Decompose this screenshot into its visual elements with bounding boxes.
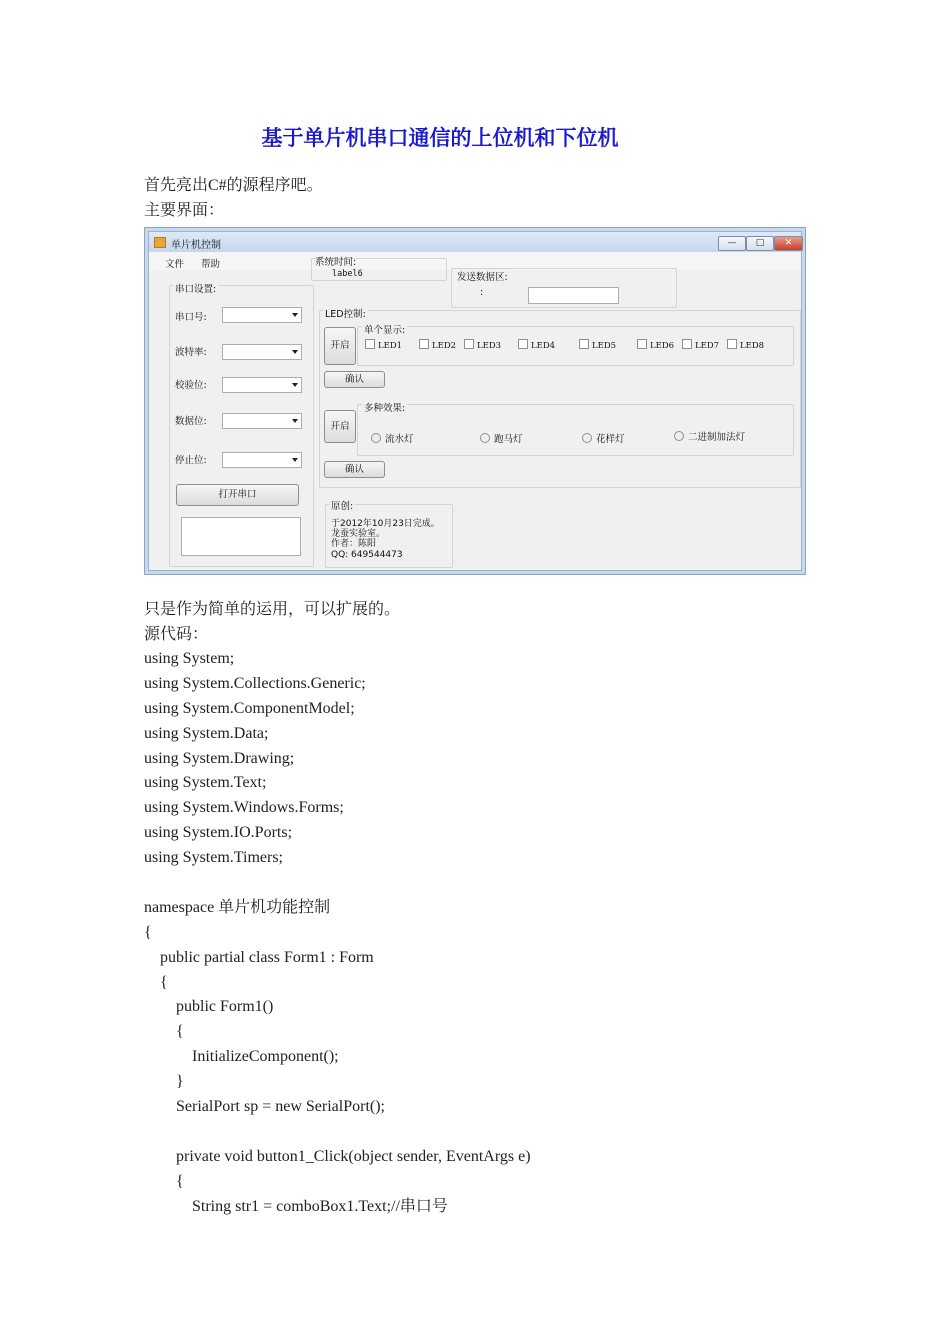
effects-confirm-button[interactable]: 确认 xyxy=(324,461,385,478)
checkbox-icon xyxy=(518,339,528,349)
port-label: 串口号: xyxy=(175,312,207,323)
menu-help[interactable]: 帮助 xyxy=(201,259,221,270)
effects-open-button[interactable]: 开启 xyxy=(324,410,356,443)
system-time-value: label6 xyxy=(332,269,363,279)
original-line-4: QQ: 649544473 xyxy=(331,550,403,560)
chevron-down-icon xyxy=(292,419,298,423)
single-open-button[interactable]: 开启 xyxy=(324,327,356,365)
led4-label: LED4 xyxy=(531,341,556,351)
app-icon xyxy=(154,237,166,248)
effect-marquee-label: 跑马灯 xyxy=(494,434,523,445)
checkbox-icon xyxy=(579,339,589,349)
checkbox-icon xyxy=(682,339,692,349)
code-line: using System.Timers; xyxy=(144,849,283,867)
code-line: { xyxy=(144,1172,184,1190)
original-line-3: 作者：陈阳 xyxy=(331,539,377,549)
code-line: String str1 = comboBox1.Text;//串口号 xyxy=(144,1197,448,1215)
original-line-1: 于2012年10月23日完成。 xyxy=(331,519,440,529)
led6-checkbox[interactable] xyxy=(637,339,674,351)
after-paragraph-2: 源代码： xyxy=(144,626,209,643)
chevron-down-icon xyxy=(292,350,298,354)
source-code-block xyxy=(144,647,531,1219)
intro-paragraph-2: 主要界面： xyxy=(144,202,225,219)
single-confirm-button[interactable]: 确认 xyxy=(324,371,385,388)
led5-checkbox[interactable] xyxy=(579,339,616,351)
checkbox-icon xyxy=(464,339,474,349)
effect-pattern-label: 花样灯 xyxy=(596,434,625,445)
document-title: 基于单片机串口通信的上位机和下位机 xyxy=(261,126,619,150)
send-data-input[interactable] xyxy=(528,287,619,304)
chevron-down-icon xyxy=(292,458,298,462)
status-textbox[interactable] xyxy=(181,517,301,556)
code-line: using System.Drawing; xyxy=(144,749,295,767)
stopbits-label: 停止位: xyxy=(175,455,207,466)
databits-label: 数据位: xyxy=(175,416,207,427)
code-line: using System.ComponentModel; xyxy=(144,699,355,717)
code-line: private void button1_Click(object sender, EventArgs e) xyxy=(144,1147,531,1165)
original-label: 原创: xyxy=(329,498,355,512)
effects-label: 多种效果: xyxy=(362,400,407,414)
code-line: { xyxy=(144,1023,184,1041)
chevron-down-icon xyxy=(292,383,298,387)
serial-settings-label: 串口设置: xyxy=(173,281,218,295)
code-line: using System; xyxy=(144,650,235,667)
app-window xyxy=(148,231,802,571)
code-line: namespace 单片机功能控制 xyxy=(144,898,331,916)
single-display-label: 单个显示: xyxy=(362,322,407,336)
effect-flowing-radio[interactable] xyxy=(371,431,414,445)
effect-pattern-radio[interactable] xyxy=(582,431,625,445)
code-line: SerialPort sp = new SerialPort(); xyxy=(144,1098,385,1116)
led-control-label: LED控制: xyxy=(323,306,368,320)
code-line: using System.Windows.Forms; xyxy=(144,799,344,817)
radio-icon xyxy=(371,433,381,443)
radio-icon xyxy=(582,433,592,443)
system-time-label: 系统时间: xyxy=(315,257,357,268)
parity-combo[interactable] xyxy=(222,377,302,393)
send-area-label: 发送数据区: xyxy=(455,269,510,283)
led2-label: LED2 xyxy=(432,341,457,351)
effect-marquee-radio[interactable] xyxy=(480,431,523,445)
led7-checkbox[interactable] xyxy=(682,339,719,351)
radio-icon xyxy=(674,431,684,441)
baud-label: 波特率: xyxy=(175,347,207,358)
checkbox-icon xyxy=(365,339,375,349)
led1-label: LED1 xyxy=(378,341,403,351)
original-line-2: 龙蚕实验室。 xyxy=(331,529,386,539)
checkbox-icon xyxy=(727,339,737,349)
led8-label: LED8 xyxy=(740,341,765,351)
effect-binary-label: 二进制加法灯 xyxy=(688,432,746,443)
chevron-down-icon xyxy=(292,313,298,317)
led7-label: LED7 xyxy=(695,341,720,351)
app-screenshot xyxy=(144,227,806,575)
stopbits-combo[interactable] xyxy=(222,452,302,468)
parity-label: 校验位: xyxy=(175,380,207,391)
code-line xyxy=(144,1120,531,1145)
minimize-icon[interactable]: — xyxy=(718,236,746,251)
intro-paragraph-1: 首先亮出C#的源程序吧。 xyxy=(144,177,323,194)
radio-icon xyxy=(480,433,490,443)
led3-label: LED3 xyxy=(477,341,502,351)
port-combo[interactable] xyxy=(222,307,302,323)
window-title: 单片机控制 xyxy=(171,240,221,251)
led6-label: LED6 xyxy=(650,341,675,351)
led2-checkbox[interactable] xyxy=(419,339,456,351)
open-port-button[interactable]: 打开串口 xyxy=(176,484,299,506)
code-line: using System.Text; xyxy=(144,774,267,792)
checkbox-icon xyxy=(637,339,647,349)
code-line xyxy=(144,871,531,896)
code-line: { xyxy=(144,923,152,941)
led3-checkbox[interactable] xyxy=(464,339,501,351)
code-line: using System.Data; xyxy=(144,724,269,742)
led4-checkbox[interactable] xyxy=(518,339,555,351)
led1-checkbox[interactable] xyxy=(365,339,402,351)
led5-label: LED5 xyxy=(592,341,617,351)
code-line: public partial class Form1 : Form xyxy=(144,948,374,966)
send-colon: : xyxy=(480,287,484,298)
code-line: public Form1() xyxy=(144,998,274,1016)
code-line: using System.IO.Ports; xyxy=(144,824,293,842)
baud-combo[interactable] xyxy=(222,344,302,360)
effect-flowing-label: 流水灯 xyxy=(385,434,414,445)
after-paragraph-1: 只是作为简单的运用，可以扩展的。 xyxy=(144,601,401,618)
code-line: using System.Collections.Generic; xyxy=(144,674,366,692)
code-line: InitializeComponent(); xyxy=(144,1048,339,1066)
led8-checkbox[interactable] xyxy=(727,339,764,351)
effect-binary-radio[interactable] xyxy=(674,429,745,443)
maximize-icon[interactable]: □ xyxy=(746,236,774,251)
databits-combo[interactable] xyxy=(222,413,302,429)
menu-file[interactable]: 文件 xyxy=(165,259,185,270)
window-titlebar xyxy=(149,232,801,252)
close-icon[interactable]: ✕ xyxy=(774,236,803,251)
checkbox-icon xyxy=(419,339,429,349)
code-line: } xyxy=(144,1073,184,1091)
code-line: { xyxy=(144,973,168,991)
